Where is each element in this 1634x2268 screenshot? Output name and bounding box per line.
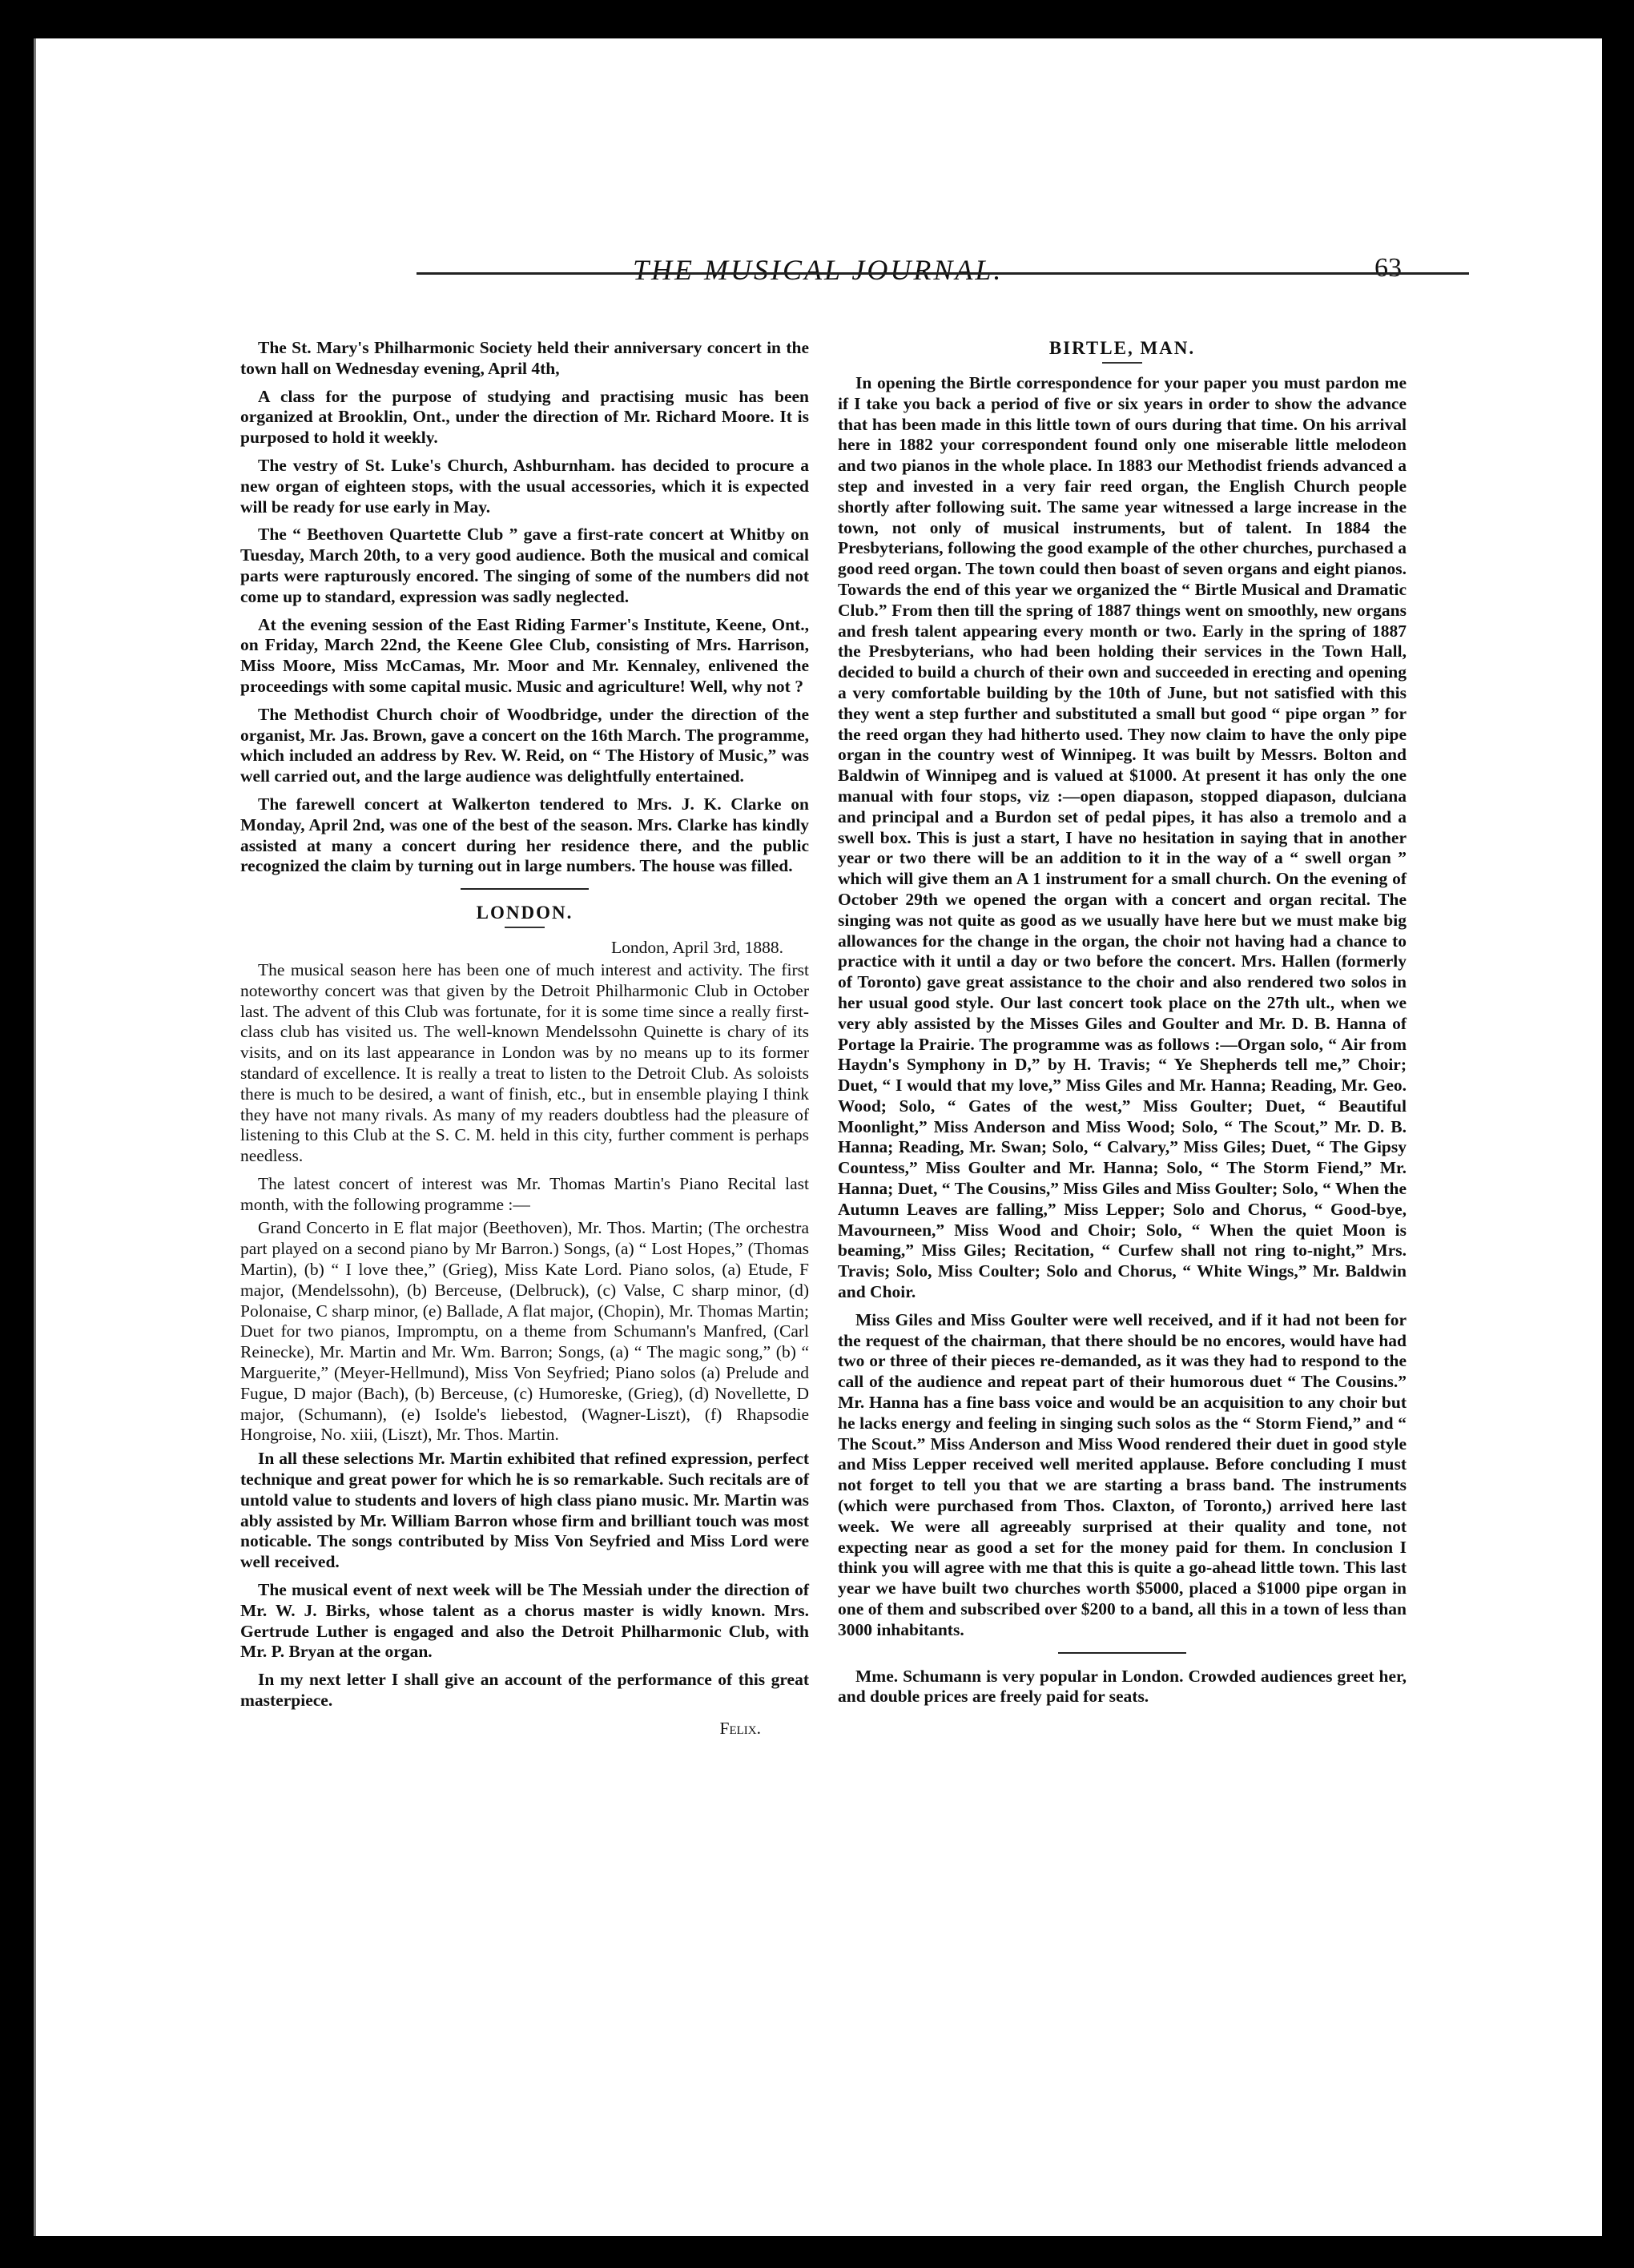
birtle-section [838, 338, 1407, 1641]
article-paragraph: In all these selections Mr. Martin exhibited that refined expression, perfect technique and great power for which he is so remarkable. Such recitals are of untold value to students and lovers of high class piano music. Mr. Martin was ably assisted by Mr. William Barron whose firm and brilliant touch was most noticable. The songs contributed by Miss Von Seyfried and Miss Lord were well received. [240, 1449, 809, 1572]
news-item: The farewell concert at Walkerton tendered to Mrs. J. K. Clarke on Monday, April 2nd, was one of the best of the season. Mrs. Clarke has kindly assisted at many a concert during her residence there, and the public recognized the claim by turning out in large numbers. The house was filled. [240, 794, 809, 876]
news-item: The vestry of St. Luke's Church, Ashburnham. has decided to procure a new organ of eighteen stops, with the usual accessories, which it is expected will be ready for use early in May. [240, 455, 809, 517]
news-item: The St. Mary's Philharmonic Society held their anniversary concert in the town hall on Wednesday evening, April 4th, [240, 338, 809, 378]
heading-rule [1102, 362, 1142, 364]
page-number: 63 [1374, 253, 1402, 283]
concert-programme: Grand Concerto in E flat major (Beethoven), Mr. Thos. Martin; (The orchestra part played on a second piano by Mr Barron.) Songs, (a) “ Lost Hopes,” (Thomas Martin), (b) “ I love thee,” (Grieg), Miss Kate Lord. Piano solos, (a) Etude, F major, (Mendelssohn), (b) Berceuse, (Delbruck), (c) Valse, C sharp minor, (d) Polonaise, C sharp minor, (e) Ballade, A flat major, (Chopin), Mr. Thomas Martin; Duet for two pianos, Impromptu, on a theme from Schumann's Manfred, (Carl Reinecke), Mr. Martin and Mr. Wm. Barron; Songs, (a) “ The magic song,” (b) “ Marguerite,” (Meyer-Hellmund), Miss Von Seyfried; Piano solos (a) Prelude and Fugue, D major (Bach), (b) Berceuse, (c) Humoreske, (Grieg), (d) Novellette, D major, (Schumann), (e) Isolde's liebestod, (Wagner-Liszt), (f) Rhapsodie Hongroise, No. xiii, (Liszt), Mr. Thos. Martin. [240, 1218, 809, 1445]
section-separator [461, 888, 589, 890]
header-rule [417, 272, 1469, 275]
news-item: Mme. Schumann is very popular in London. Crowded audiences greet her, and double prices are freely paid for seats. [838, 1666, 1407, 1707]
section-separator [1058, 1652, 1186, 1654]
article-paragraph: In opening the Birtle correspondence for your paper you must pardon me if I take you back a period of five or six years in order to show the advance that has been made in this little town of ours during that time. On his arrival here in 1882 your correspondent found only one miserable little melodeon and two pianos in the whole place. In 1883 our Methodist friends advanced a step and invested in a very fair reed organ, the English Church people shortly after following suit. The same year witnessed a large increase in the town, not only of musical instruments, but of talent. In 1884 the Presbyterians, following the good example of the other churches, purchased a good reed organ. The town could then boast of seven organs and eight pianos. Towards the end of this year we organized the “ Birtle Musical and Dramatic Club.” From then till the spring of 1887 things went on smoothly, new organs and fresh talent appearing every month or two. Early in the spring of 1887 the Presbyterians, who had been holding their services in the Town Hall, decided to build a church of their own and succeeded in erecting and opening a very comfortable building by the 10th of June, but not satisfied with this they went a step further and substituted a small but good “ pipe organ ” for the reed organ they had hitherto used. They now claim to have the only pipe organ in the country west of Winnipeg. It was built by Messrs. Bolton and Baldwin of Winnipeg and is valued at $1000. At present it has only the one manual with four stops, viz :—open diapason, stopped diapason, dulciana and principal and a Burdon set of pedal pipes, it has also a tremolo and a swell box. This is just a start, I have no hesitation in saying that in another year or two there will be an addition to it in the way of a “ swell organ ” which will give them an A 1 instrument for a small church. On the evening of October 29th we opened the organ with a concert and organ recital. The singing was not quite as good as we usually have here but we must make big allowances for the change in the organ, the choir not having had a chance to practice with it until a day or two before the concert. Mrs. Hallen (formerly of Toronto) gave great assistance to the choir and also rendered two solos in her usual good style. Our last concert took place on the 27th ult., when we very ably assisted by the Misses Giles and Goulter and Mr. D. B. Hanna of Portage la Prairie. The programme was as follows :—Organ solo, “ Air from Haydn's Symphony in D,” by H. Travis; “ Ye Shepherds tell me,” Choir; Duet, “ I would that my love,” Miss Giles and Mr. Hanna; Reading, Mr. Geo. Wood; Solo, “ Gates of the west,” Miss Goulter; Duet, “ Beautiful Moonlight,” Miss Anderson and Miss Wood; Solo, “ The Scout,” Mr. D. B. Hanna; Reading, Mr. Swan; Solo, “ Calvary,” Miss Giles; Duet, “ The Gipsy Countess,” Miss Goulter and Mr. Hanna; Solo, “ The Storm Fiend,” Mr. Hanna; Duet, “ The Cousins,” Miss Giles and Miss Goulter; Solo, “ When the Autumn Leaves are falling,” Miss Lepper; Solo and Chorus, “ Good-bye, Mavourneen,” Miss Wood and Choir; Solo, “ When the quiet Moon is beaming,” Miss Giles; Recitation, “ Curfew shall not ring to-night,” Mrs. Travis; Solo, Miss Coulter; Solo and Chorus, “ White Wings,” Mr. Baldwin and Choir. [838, 373, 1407, 1302]
running-title: THE MUSICAL JOURNAL. [633, 254, 1004, 286]
article-paragraph: The musical event of next week will be The Messiah under the direction of Mr. W. J. Birks, whose talent as a chorus master is widly known. Mrs. Gertrude Luther is engaged and also the Detroit Philharmonic Club, with Mr. P. Bryan at the organ. [240, 1580, 809, 1662]
signature: Felix. [719, 1718, 761, 1738]
news-item: The Methodist Church choir of Woodbridge, under the direction of the organist, Mr. Jas. Brown, gave a concert on the 16th March. The programme, which included an address by Rev. W. Reid, on “ The History of Music,” was well carried out, and the large audience was delightfully entertained. [240, 704, 809, 786]
page-header [34, 219, 1602, 292]
news-item: At the evening session of the East Riding Farmer's Institute, Keene, Ont., on Friday, March 22nd, the Keene Glee Club, consisting of Mrs. Harrison, Miss Moore, Miss McCamas, Mr. Moor and Mr. Kennaley, enlivened the proceedings with some capital music. Music and agriculture! Well, why not ? [240, 614, 809, 696]
dateline: London, April 3rd, 1888. [611, 938, 783, 958]
heading-rule [505, 927, 545, 928]
article-paragraph: The musical season here has been one of much interest and activity. The first noteworthy concert was that given by the Detroit Philharmonic Club in October last. The advent of this Club was fortunate, for it is some time since a really first-class club has visited us. The well-known Mendelssohn Quinette is chary of its visits, and on its last appearance in London was by no means up to its former standard of excellence. It is really a treat to listen to the Detroit Club. As soloists there is much to be desired, a want of finish, etc., but in ensemble playing I think they have not many rivals. As many of my readers doubtless had the pleasure of listening to this Club at the S. C. M. held in this city, further comment is perhaps needless. [240, 959, 809, 1166]
news-item: A class for the purpose of studying and practising music has been organized at Brooklin, Ont., under the direction of Mr. Richard Moore. It is purposed to hold it weekly. [240, 386, 809, 448]
section-heading: BIRTLE, MAN. [1048, 338, 1196, 358]
article-paragraph: In my next letter I shall give an account of the performance of this great masterpiece. [240, 1670, 809, 1711]
left-column [240, 338, 809, 1739]
news-item: The “ Beethoven Quartette Club ” gave a first-rate concert at Whitby on Tuesday, March 20th, to a very good audience. Both the musical and comical parts were rapturously encored. The singing of some of the numbers did not come up to standard, expression was sadly neglected. [240, 525, 809, 606]
article-paragraph: The latest concert of interest was Mr. Thomas Martin's Piano Recital last month, with the following programme :— [240, 1173, 809, 1214]
page-fold [34, 38, 36, 2236]
right-column [838, 338, 1407, 1715]
journal-page [34, 38, 1602, 2236]
section-heading: LONDON. [476, 903, 574, 923]
london-section [240, 903, 809, 1739]
article-paragraph: Miss Giles and Miss Goulter were well received, and if it had not been for the request of the chairman, that there should be no encores, would have had two or three of their pieces re-demanded, as it was they had to respond to the call of the audience and repeat part of their humorous duet “ The Cousins.” Mr. Hanna has a fine bass voice and would be an acquisition to any choir but he lacks energy and feeling in singing such solos as the “ Storm Fiend,” and “ The Scout.” Miss Anderson and Miss Wood rendered their duet in good style and Miss Lepper received well merited applause. Before concluding I must not forget to tell you that we are starting a brass band. The instruments (which were purchased from Thos. Claxton, of Toronto,) arrived here last week. We were all agreeably surprised at their quality and tone, not expecting near as good a set for the money paid for them. In conclusion I think you will agree with me that this is quite a go-ahead little town. This last year we have built two churches worth $5000, placed a $1000 pipe organ in one of them and subscribed over $200 to a band, all this in a town of less than 3000 inhabitants. [838, 1309, 1407, 1639]
